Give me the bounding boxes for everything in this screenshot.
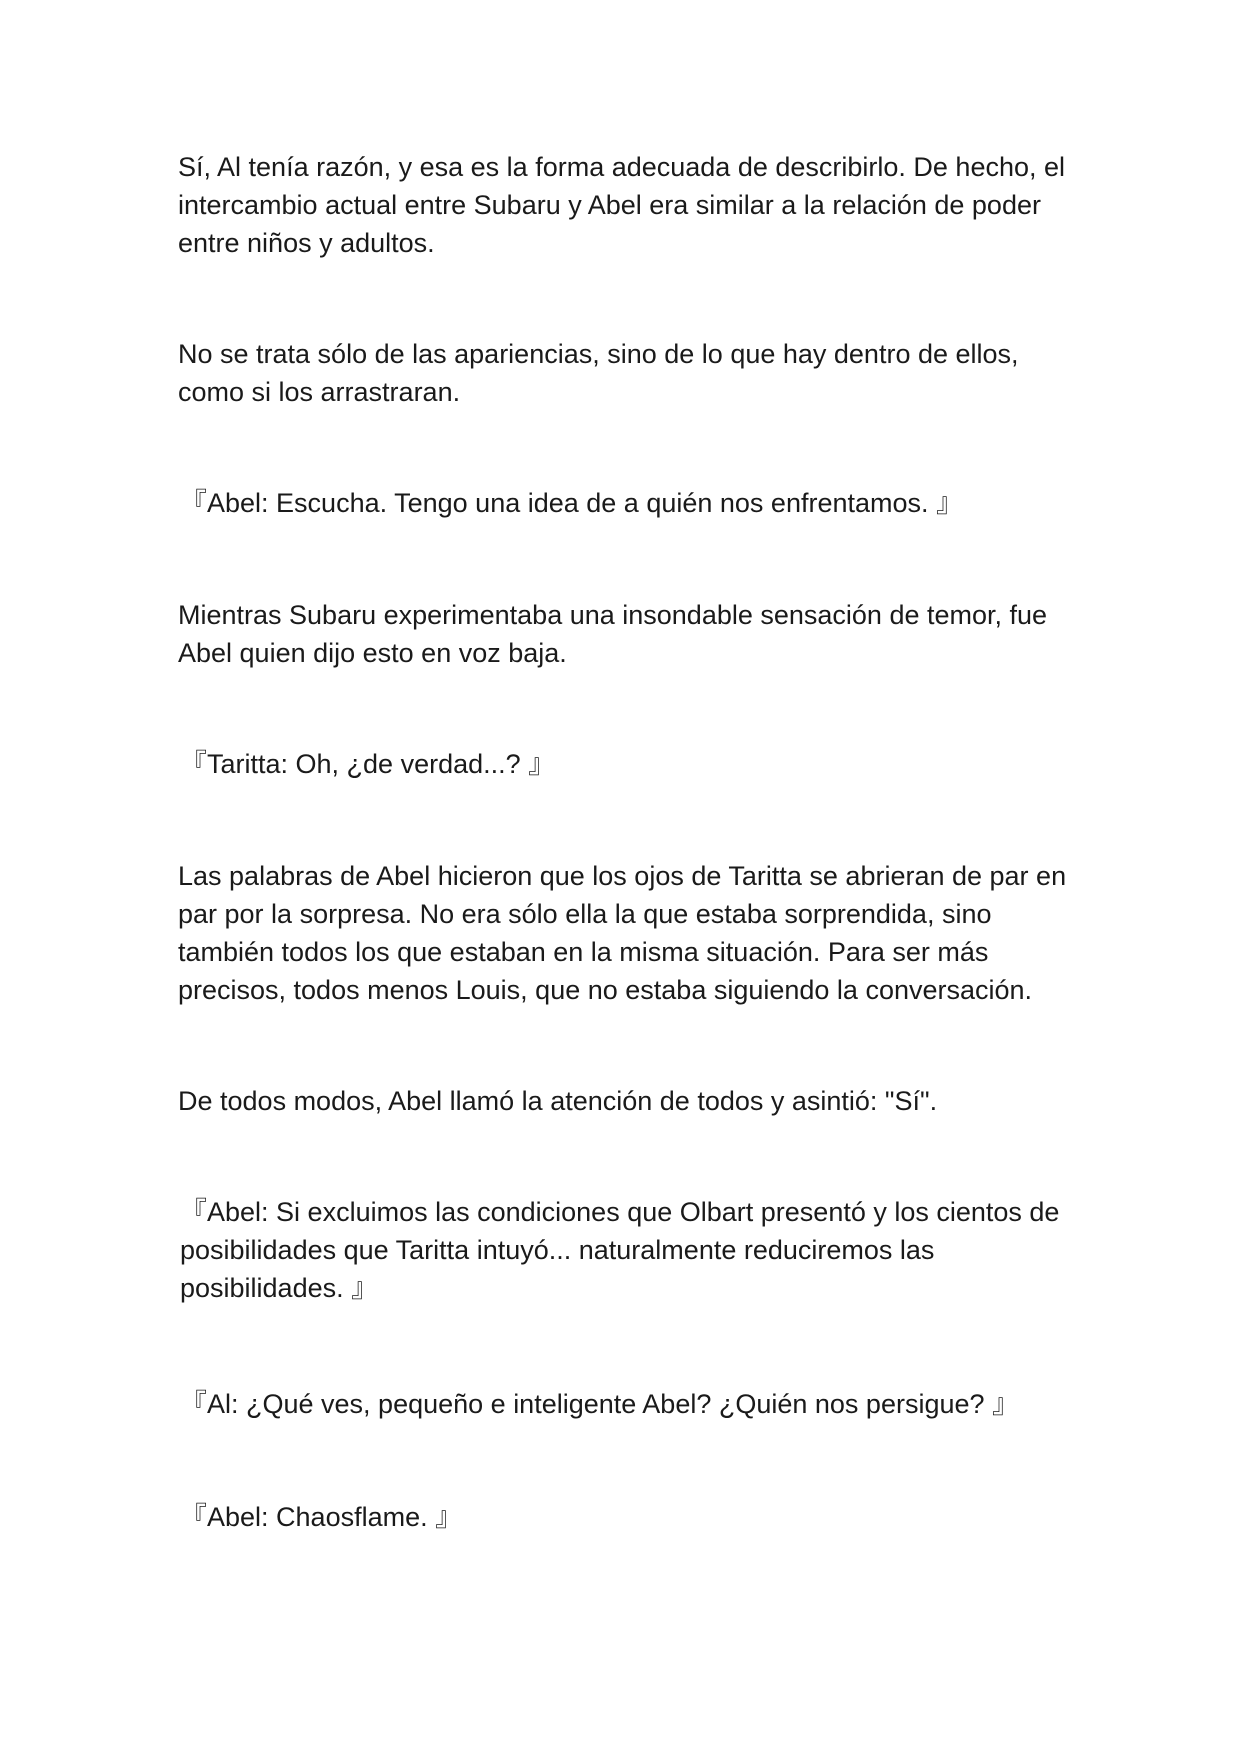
narration-paragraph-5: De todos modos, Abel llamó la atención de todos y asintió: "Sí". — [178, 1086, 938, 1116]
narration-paragraph-4: Las palabras de Abel hicieron que los ojos de Taritta se abrieran de par en par por la sorpresa. No era sólo ella la que estaba sorprendida, sino también todos los que estaban en la misma situación. Para ser más precisos, todos menos Louis, que no estaba siguiendo la conversación. — [178, 861, 1067, 1005]
dialogue-al: 『Al: ¿Qué ves, pequeño e inteligente Abel? ¿Quién nos persigue? 』 — [180, 1389, 1020, 1419]
narration-paragraph-3: Mientras Subaru experimentaba una insondable sensación de temor, fue Abel quien dijo esto en voz baja. — [178, 600, 1048, 668]
dialogue-abel-2: 『Abel: Si excluimos las condiciones que Olbart presentó y los cientos de posibilidades que Taritta intuyó... naturalmente reduciremos las posibilidades. 』 — [180, 1197, 1060, 1303]
dialogue-abel-3: 『Abel: Chaosflame. 』 — [180, 1502, 463, 1532]
narration-paragraph-2: No se trata sólo de las apariencias, sino de lo que hay dentro de ellos, como si los arrastraran. — [178, 339, 1019, 407]
narration-paragraph-1: Sí, Al tenía razón, y esa es la forma adecuada de describirlo. De hecho, el intercambio actual entre Subaru y Abel era similar a la relación de poder entre niños y adultos. — [178, 152, 1066, 258]
dialogue-taritta: 『Taritta: Oh, ¿de verdad...? 』 — [180, 749, 556, 779]
dialogue-abel-1: 『Abel: Escucha. Tengo una idea de a quién nos enfrentamos. 』 — [180, 488, 964, 518]
